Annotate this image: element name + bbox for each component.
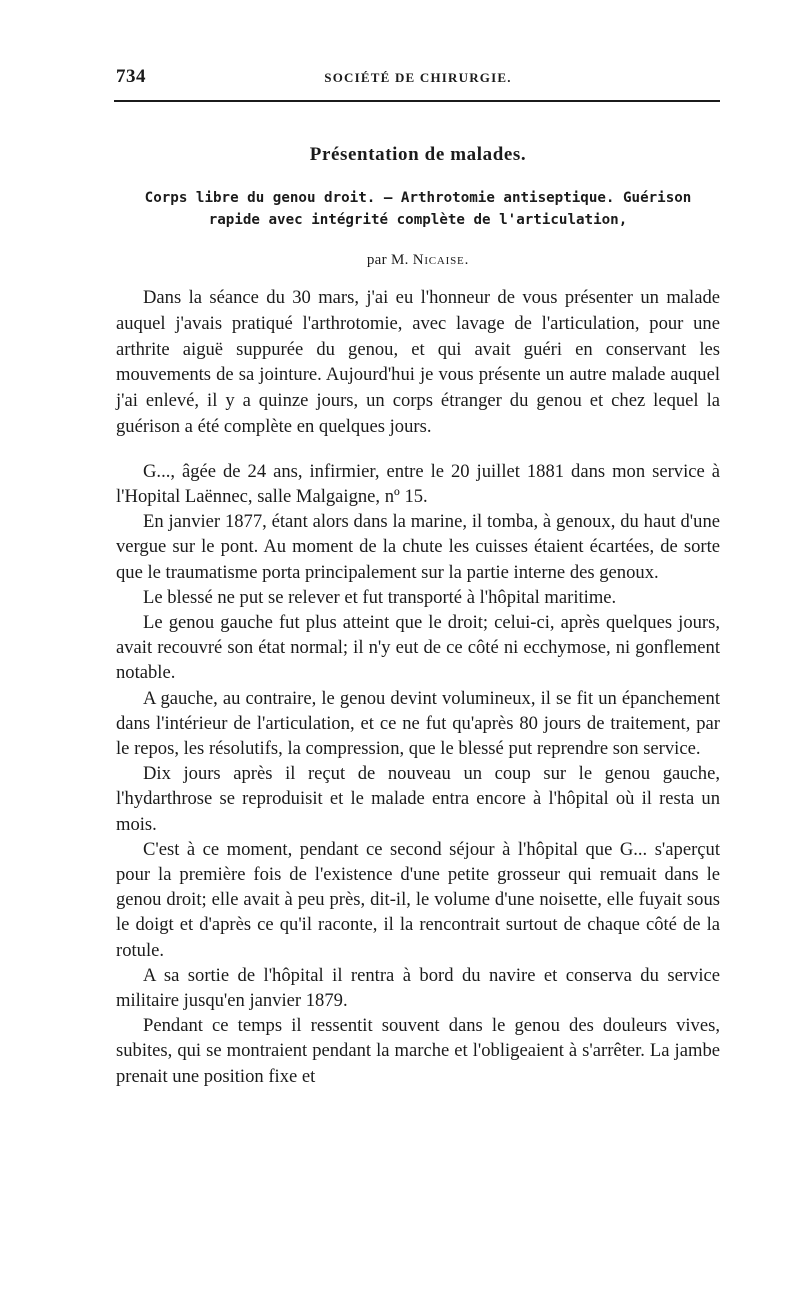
author-name: Nicaise.: [412, 252, 470, 268]
page-number: 734: [116, 66, 146, 87]
section-title: Présentation de malades.: [309, 144, 527, 165]
paragraph: Le blessé ne put se relever et fut transporté à l'hôpital maritime.: [143, 586, 617, 608]
body-text: [116, 285, 720, 1089]
byline: [116, 252, 720, 269]
paragraph: En janvier 1877, étant alors dans la marine, il tomba, à genoux, du haut d'une vergue sur le pont. Au moment de la chute les cuisses étaient écartées, de sorte que le traumatisme porta principalement sur la partie interne des genoux.: [116, 511, 720, 583]
paragraph: Le genou gauche fut plus atteint que le droit; celui-ci, après quelques jours, avait recouvré son état normal; il n'y eut de ce côté ni ecchymose, ni gonflement notable.: [116, 612, 720, 684]
article-subtitle: [116, 187, 720, 231]
paragraph: Pendant ce temps il ressentit souvent dans le genou des douleurs vives, subites, qui se montraient pendant la marche et l'obligeaient à s'arrêter. La jambe prenait une position fixe et: [116, 1015, 720, 1087]
paragraph: Dix jours après il reçut de nouveau un coup sur le genou gauche, l'hydarthrose se reproduisit et le malade entra encore à l'hôpital où il resta un mois.: [116, 763, 720, 835]
subtitle-line: Corps libre du genou droit. — Arthrotomie antiseptique. Guérison: [144, 190, 692, 206]
byline-prefix: par M.: [366, 252, 409, 268]
paragraph: G..., âgée de 24 ans, infirmier, entre le 20 juillet 1881 dans mon service à l'Hopital Laënnec, salle Malgaigne, nº 15.: [116, 460, 720, 507]
paragraph: Dans la séance du 30 mars, j'ai eu l'honneur de vous présenter un malade auquel j'avais pratiqué l'arthrotomie, avec lavage de l'articulation, pour une arthrite aiguë suppurée du genou, et qui avait guéri en conservant les mouvements de sa jointure. Aujourd'hui je vous présente un autre malade auquel j'ai enlevé, il y a quinze jours, un corps étranger du genou et chez lequel la guérison a été complète en quelques jours.: [116, 287, 720, 437]
header-rule: [114, 100, 720, 102]
subtitle-line: rapide avec intégrité complète de l'articulation,: [208, 212, 628, 228]
running-title: SOCIÉTÉ DE CHIRURGIE.: [324, 70, 512, 85]
paragraph: C'est à ce moment, pendant ce second séjour à l'hôpital que G... s'aperçut pour la première fois de l'existence d'une petite grosseur qui remuait dans le genou droit; elle avait à peu près, dit-il, le volume d'une noisette, elle fuyait sous le doigt et d'après ce qu'il raconte, il la rencontrait surtout de chaque côté de la rotule.: [116, 838, 720, 961]
paragraph: A sa sortie de l'hôpital il rentra à bord du navire et conserva du service militaire jusqu'en janvier 1879.: [116, 964, 720, 1012]
paragraph: A gauche, au contraire, le genou devint volumineux, il se fit un épanchement dans l'intérieur de l'articulation, et ce ne fut qu'après 80 jours de traitement, par le repos, les résolutifs, la compression, que le blessé put reprendre son service.: [116, 687, 720, 760]
running-head: [116, 66, 720, 90]
